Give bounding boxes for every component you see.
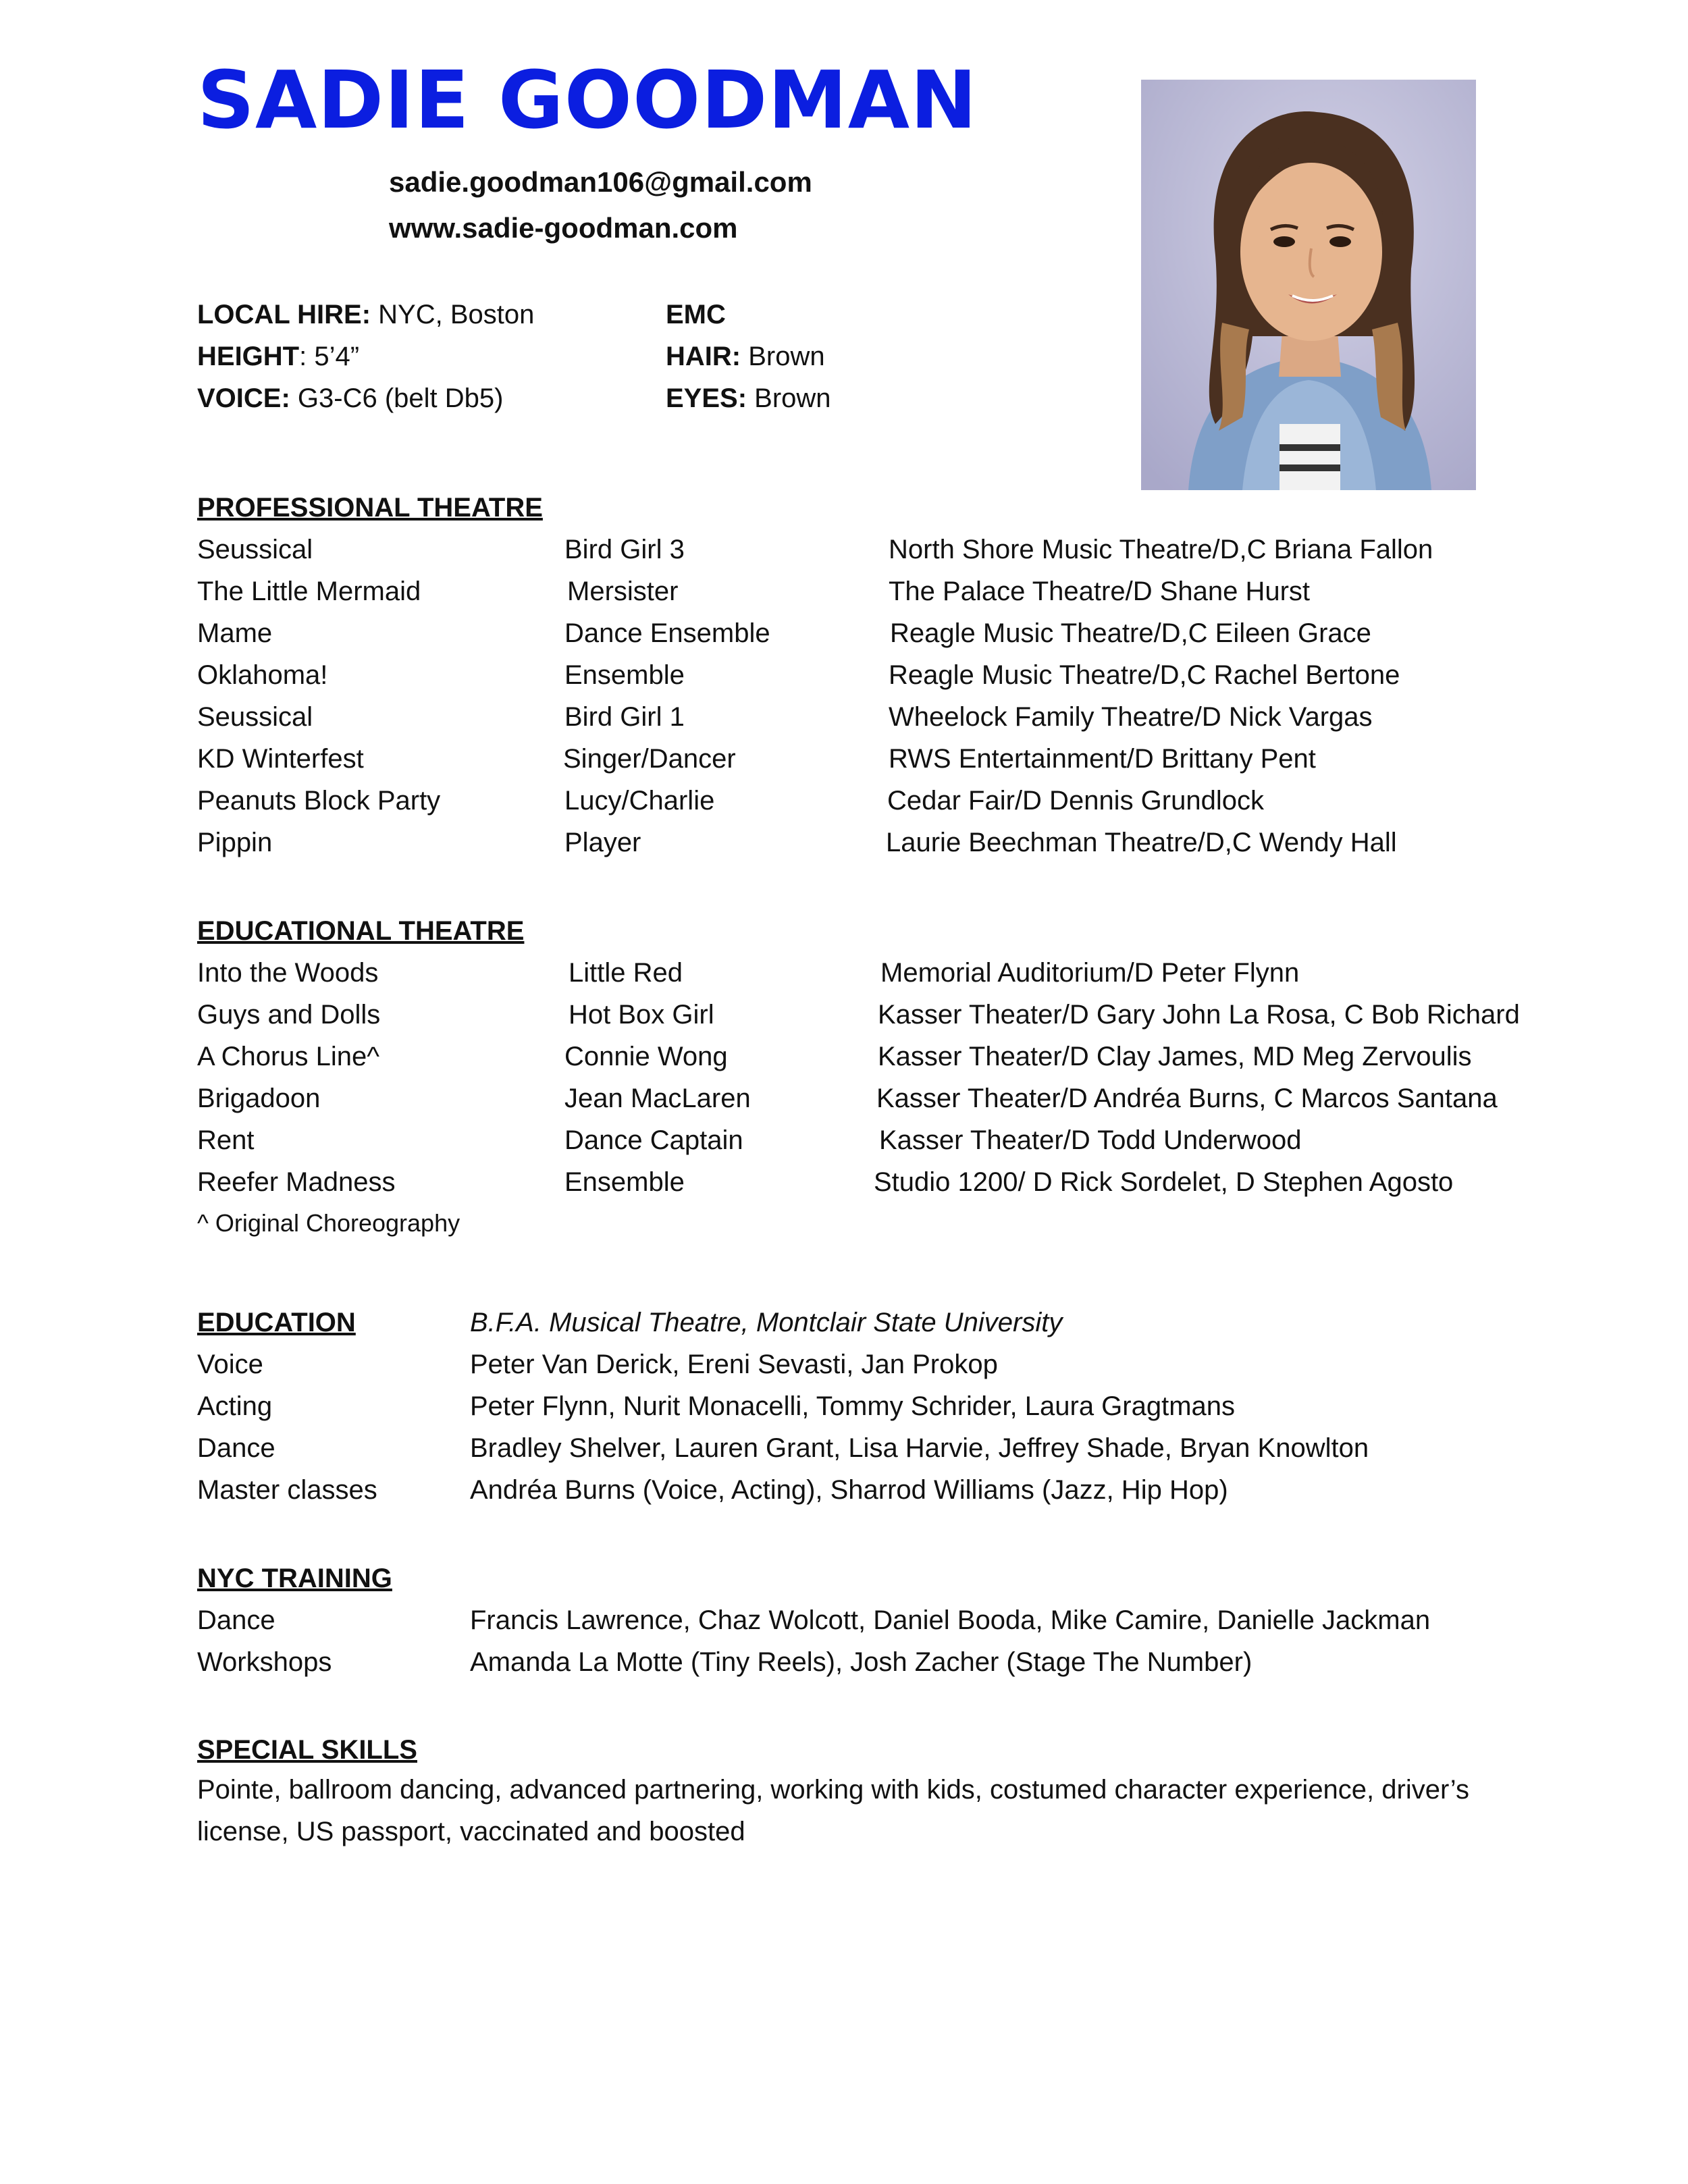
- height-value: : 5’4”: [299, 342, 360, 371]
- pro-venue: The Palace Theatre/D Shane Hurst: [889, 577, 1311, 606]
- edu-show: Guys and Dolls: [197, 1000, 381, 1030]
- edu-role: Connie Wong: [564, 1042, 728, 1071]
- local-hire-label: LOCAL HIRE:: [197, 300, 371, 329]
- edu-venue: Studio 1200/ D Rick Sordelet, D Stephen Agosto: [874, 1167, 1454, 1197]
- nyc-training-heading: NYC TRAINING: [197, 1564, 392, 1593]
- pro-show: Seussical: [197, 702, 313, 732]
- edu-show: A Chorus Line^: [197, 1042, 380, 1071]
- emc-stat: [666, 298, 726, 331]
- edu-show: Rent: [197, 1125, 255, 1155]
- pro-role: Mersister: [567, 577, 679, 606]
- pro-venue: Reagle Music Theatre/D,C Rachel Bertone: [889, 660, 1400, 690]
- edu-role: Ensemble: [564, 1167, 685, 1197]
- educational-theatre-heading: EDUCATIONAL THEATRE: [197, 916, 525, 946]
- nyc-training-label: Workshops: [197, 1647, 332, 1677]
- edu-role: Jean MacLaren: [564, 1084, 751, 1113]
- pro-show: Peanuts Block Party: [197, 786, 441, 816]
- training-teachers: Peter Van Derick, Ereni Sevasti, Jan Prokop: [470, 1350, 998, 1379]
- pro-venue: Laurie Beechman Theatre/D,C Wendy Hall: [886, 828, 1397, 857]
- pro-role: Bird Girl 3: [564, 535, 685, 564]
- pro-venue: RWS Entertainment/D Brittany Pent: [889, 744, 1316, 774]
- education-heading: EDUCATION: [197, 1308, 356, 1337]
- special-skills-text: Pointe, ballroom dancing, advanced partnering, working with kids, costumed character experience, driver’s license, US passport, vaccinated and boosted: [197, 1775, 1469, 1846]
- training-label: Voice: [197, 1350, 263, 1379]
- edu-role: Little Red: [569, 958, 683, 988]
- pro-role: Player: [564, 828, 641, 857]
- nyc-training-teachers: Francis Lawrence, Chaz Wolcott, Daniel Booda, Mike Camire, Danielle Jackman: [470, 1605, 1431, 1635]
- edu-role: Dance Captain: [564, 1125, 743, 1155]
- training-label: Master classes: [197, 1475, 377, 1505]
- height-label: HEIGHT: [197, 342, 300, 371]
- edu-venue: Kasser Theater/D Clay James, MD Meg Zervoulis: [878, 1042, 1472, 1071]
- email-address[interactable]: sadie.goodman106@gmail.com: [389, 166, 812, 198]
- pro-role: Dance Ensemble: [564, 618, 770, 648]
- pro-venue: Wheelock Family Theatre/D Nick Vargas: [889, 702, 1373, 732]
- professional-theatre-heading: PROFESSIONAL THEATRE: [197, 493, 543, 523]
- training-label: Acting: [197, 1391, 273, 1421]
- height-stat: [197, 340, 359, 373]
- eyes-stat: [666, 382, 831, 415]
- local-hire-value: NYC, Boston: [371, 300, 535, 329]
- emc-label: EMC: [666, 300, 726, 329]
- hair-value: Brown: [741, 342, 825, 371]
- pro-show: KD Winterfest: [197, 744, 364, 774]
- headshot-illustration: [1141, 80, 1476, 490]
- edu-venue: Memorial Auditorium/D Peter Flynn: [880, 958, 1300, 988]
- training-teachers: Bradley Shelver, Lauren Grant, Lisa Harvie, Jeffrey Shade, Bryan Knowlton: [470, 1433, 1369, 1463]
- pro-role: Lucy/Charlie: [564, 786, 715, 816]
- nyc-training-label: Dance: [197, 1605, 275, 1635]
- pro-role: Bird Girl 1: [564, 702, 685, 732]
- pro-show: The Little Mermaid: [197, 577, 421, 606]
- local-hire-stat: [197, 298, 534, 331]
- hair-stat: [666, 340, 825, 373]
- special-skills-heading: SPECIAL SKILLS: [197, 1735, 417, 1765]
- training-label: Dance: [197, 1433, 275, 1463]
- eyes-value: Brown: [747, 383, 831, 413]
- pro-venue: Reagle Music Theatre/D,C Eileen Grace: [890, 618, 1371, 648]
- voice-value: G3-C6 (belt Db5): [290, 383, 504, 413]
- pro-venue: North Shore Music Theatre/D,C Briana Fallon: [889, 535, 1433, 564]
- edu-show: Brigadoon: [197, 1084, 321, 1113]
- pro-venue: Cedar Fair/D Dennis Grundlock: [887, 786, 1264, 816]
- degree: B.F.A. Musical Theatre, Montclair State University: [470, 1308, 1063, 1337]
- edu-venue: Kasser Theater/D Gary John La Rosa, C Bob Richard: [878, 1000, 1520, 1030]
- candidate-name: SADIE GOODMAN: [197, 53, 978, 147]
- pro-show: Oklahoma!: [197, 660, 328, 690]
- nyc-training-teachers: Amanda La Motte (Tiny Reels), Josh Zacher (Stage The Number): [470, 1647, 1252, 1677]
- hair-label: HAIR:: [666, 342, 741, 371]
- headshot-photo: [1141, 80, 1476, 490]
- website-link[interactable]: www.sadie-goodman.com: [389, 212, 738, 244]
- edu-venue: Kasser Theater/D Todd Underwood: [879, 1125, 1302, 1155]
- pro-show: Seussical: [197, 535, 313, 564]
- pro-show: Pippin: [197, 828, 273, 857]
- pro-role: Ensemble: [564, 660, 685, 690]
- edu-venue: Kasser Theater/D Andréa Burns, C Marcos Santana: [876, 1084, 1498, 1113]
- pro-role: Singer/Dancer: [563, 744, 736, 774]
- voice-stat: [197, 382, 503, 415]
- edu-show: Into the Woods: [197, 958, 379, 988]
- eyes-label: EYES:: [666, 383, 747, 413]
- original-choreography-note: ^ Original Choreography: [197, 1209, 460, 1237]
- pro-show: Mame: [197, 618, 273, 648]
- voice-label: VOICE:: [197, 383, 290, 413]
- training-teachers: Peter Flynn, Nurit Monacelli, Tommy Schrider, Laura Gragtmans: [470, 1391, 1236, 1421]
- training-teachers: Andréa Burns (Voice, Acting), Sharrod Williams (Jazz, Hip Hop): [470, 1475, 1228, 1505]
- edu-role: Hot Box Girl: [569, 1000, 714, 1030]
- edu-show: Reefer Madness: [197, 1167, 396, 1197]
